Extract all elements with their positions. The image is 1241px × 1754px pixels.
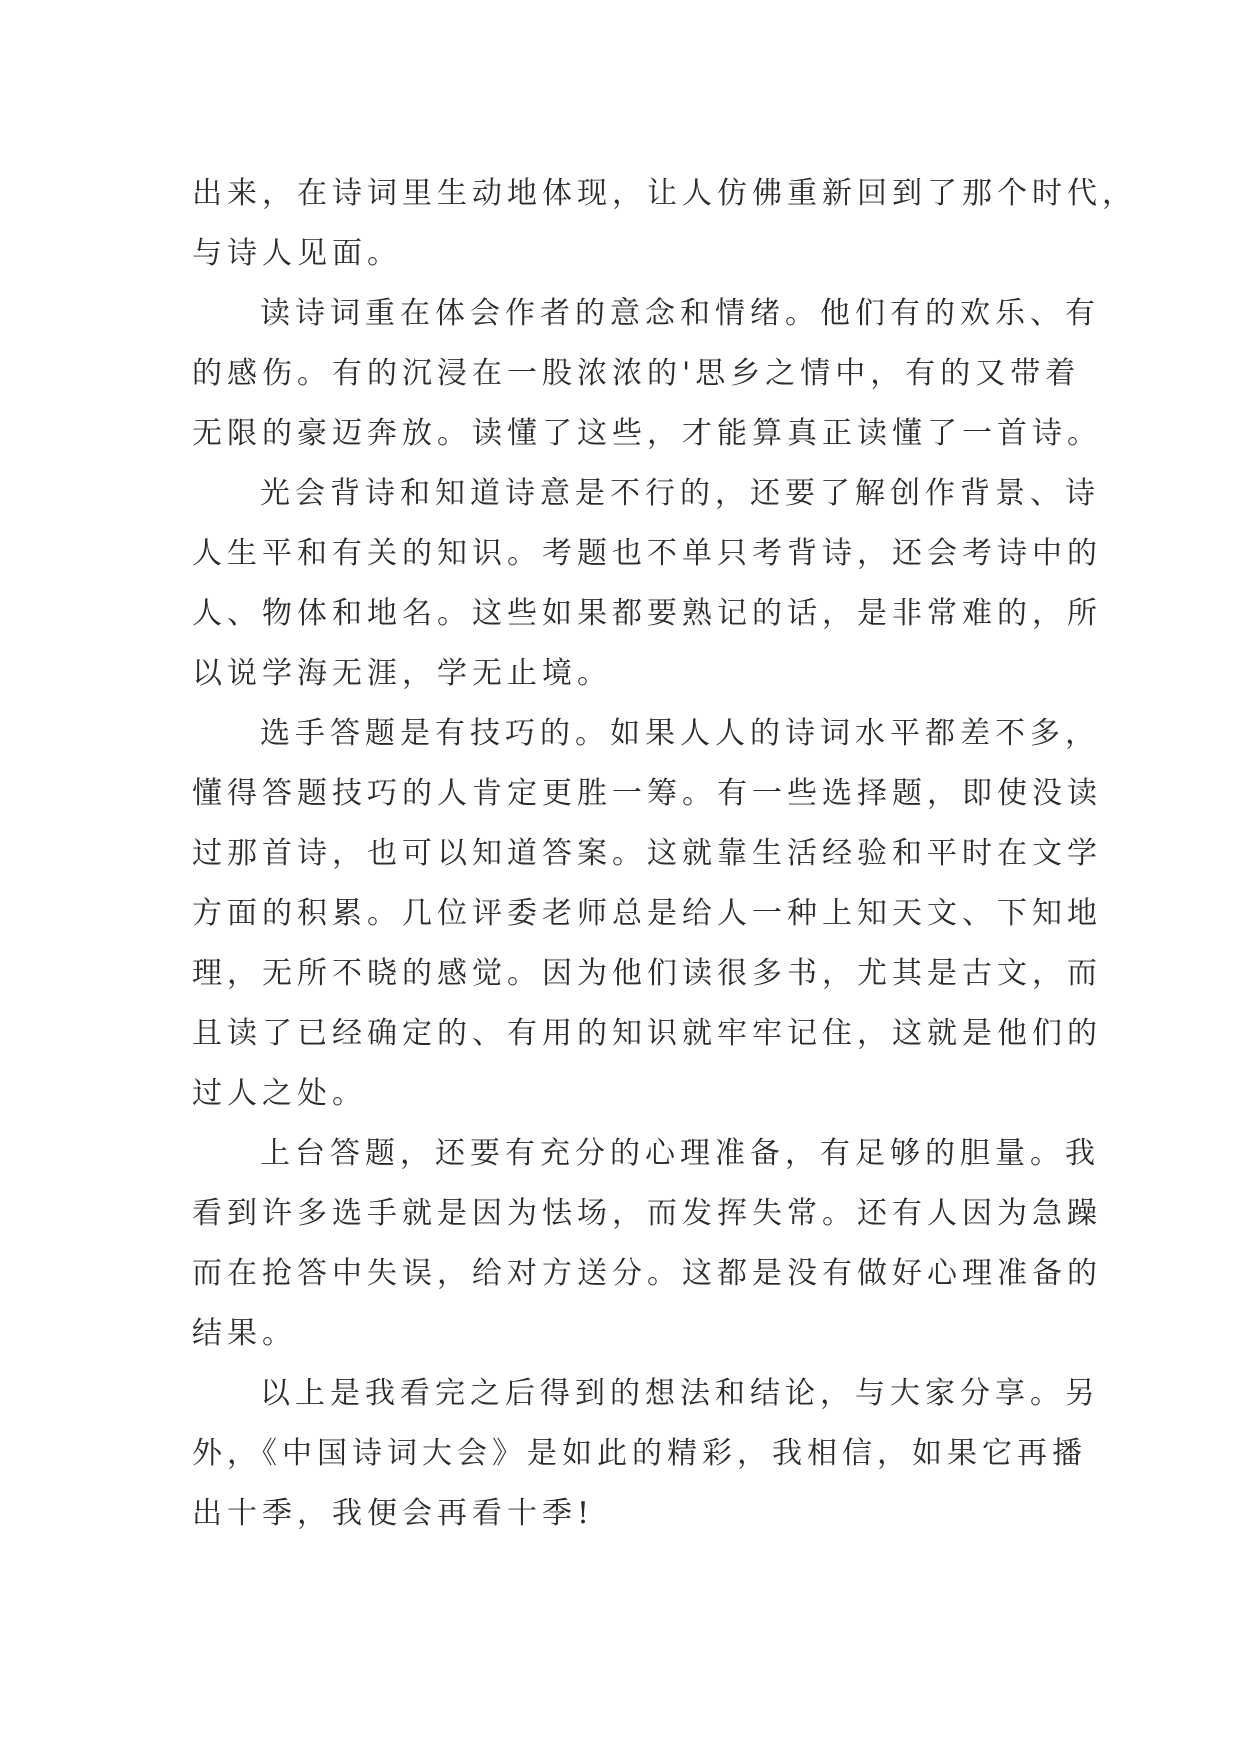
text-line: 且读了已经确定的、有用的知识就牢牢记住，这就是他们的 [192, 1016, 1102, 1051]
text-line: 结果。 [192, 1316, 297, 1351]
text-line: 无限的豪迈奔放。读懂了这些，才能算真正读懂了一首诗。 [192, 416, 1102, 451]
text-line: 出十季，我便会再看十季! [192, 1496, 595, 1531]
text-line: 理，无所不晓的感觉。因为他们读很多书，尤其是古文，而 [192, 956, 1102, 991]
text-line: 方面的积累。几位评委老师总是给人一种上知天文、下知地 [192, 896, 1102, 931]
text-line: 读诗词重在体会作者的意念和情绪。他们有的欢乐、有 [260, 296, 1100, 331]
text-line: 看到许多选手就是因为怯场，而发挥失常。还有人因为急躁 [192, 1196, 1102, 1231]
text-line: 以上是我看完之后得到的想法和结论，与大家分享。另 [260, 1376, 1100, 1411]
text-line: 的感伤。有的沉浸在一股浓浓的'思乡之情中，有的又带着 [192, 356, 1081, 391]
text-line: 外，《中国诗词大会》是如此的精彩，我相信，如果它再播 [192, 1436, 1087, 1471]
paragraph [192, 1364, 1100, 1544]
text-line: 过那首诗，也可以知道答案。这就靠生活经验和平时在文学 [192, 836, 1102, 871]
paragraph [192, 164, 1137, 284]
text-line: 人、物体和地名。这些如果都要熟记的话，是非常难的，所 [192, 596, 1102, 631]
document-body [192, 164, 1137, 1544]
text-line: 与诗人见面。 [192, 236, 402, 271]
text-line: 而在抢答中失误，给对方送分。这都是没有做好心理准备的 [192, 1256, 1102, 1291]
text-line: 以说学海无涯，学无止境。 [192, 656, 612, 691]
paragraph [192, 284, 1102, 464]
paragraph [192, 1124, 1102, 1364]
paragraph [192, 704, 1102, 1124]
text-line: 上台答题，还要有充分的心理准备，有足够的胆量。我 [260, 1136, 1100, 1171]
text-line: 出来，在诗词里生动地体现，让人仿佛重新回到了那个时代， [192, 176, 1137, 211]
text-line: 人生平和有关的知识。考题也不单只考背诗，还会考诗中的 [192, 536, 1102, 571]
text-line: 过人之处。 [192, 1076, 367, 1111]
paragraph [192, 464, 1102, 704]
text-line: 选手答题是有技巧的。如果人人的诗词水平都差不多， [260, 716, 1100, 751]
text-line: 懂得答题技巧的人肯定更胜一筹。有一些选择题，即使没读 [192, 776, 1102, 811]
text-line: 光会背诗和知道诗意是不行的，还要了解创作背景、诗 [260, 476, 1100, 511]
